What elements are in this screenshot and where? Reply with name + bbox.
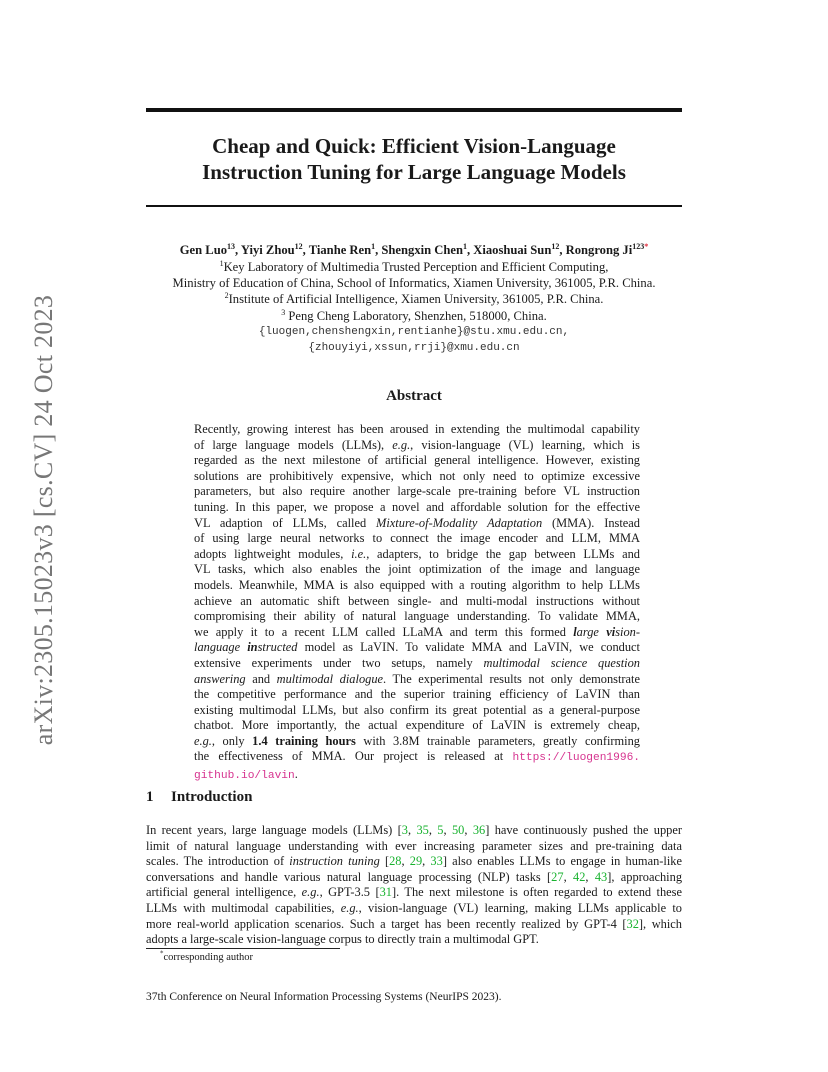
- body-line: [146, 917, 682, 933]
- body-line: [146, 901, 682, 917]
- text-run: l: [573, 624, 577, 639]
- footnote: [160, 949, 254, 963]
- abstract-line: [194, 516, 640, 532]
- author-affiliation-mark: 1: [371, 241, 376, 251]
- citation-link[interactable]: 33: [430, 854, 443, 869]
- body-line: limit of natural language understanding with ever increasing parameter sizes and pre-training data: [146, 838, 682, 853]
- citation-link[interactable]: 36: [472, 823, 486, 837]
- abstract-line: Recently, growing interest has been aroused in extending the multimodal capability: [194, 422, 640, 436]
- text-run: arge: [576, 624, 607, 639]
- body-line: scales. The introduction of instruction tuning [28, 29, 33] also enables LLMs to engage in human-like: [146, 854, 682, 869]
- text-run: ] have continuously pushed the upper: [485, 823, 683, 837]
- affiliation-line: [120, 291, 708, 307]
- author-affiliation-mark: 123: [632, 241, 645, 251]
- title-bottom-rule: [146, 205, 682, 207]
- introduction-body: [146, 823, 682, 948]
- abstract-line: achieve an automatic shift between single- and multi-modal instructions without: [194, 593, 640, 608]
- abstract-line: models. Meanwhile, MMA is also equipped with a routing algorithm to help LLMs: [194, 577, 640, 592]
- abstract-line: [194, 749, 640, 767]
- citation-link[interactable]: 5: [437, 823, 444, 837]
- text-run: i.e.: [351, 546, 367, 561]
- text-run: multimodal dialogue: [276, 671, 384, 686]
- affiliation-line: Ministry of Education of China, School of Informatics, Xiamen University, 361005, P.R. China.: [172, 276, 656, 291]
- affiliation-line: [120, 308, 708, 324]
- text-run: e.g.: [392, 437, 411, 452]
- text-run: , vision-language (VL) learning, which is: [410, 437, 640, 452]
- corresponding-author-mark: *: [644, 241, 649, 251]
- citation-link[interactable]: 28: [389, 854, 402, 869]
- arxiv-identifier: arXiv:2305.15023v3 [cs.CV] 24 Oct 2023: [29, 294, 58, 746]
- author-name: Gen Luo: [179, 243, 228, 257]
- abstract-line: [194, 672, 640, 688]
- text-run: , GPT-3.5 [: [319, 885, 380, 900]
- section-title: Introduction: [171, 789, 253, 805]
- affiliation-mark: 3: [281, 307, 286, 317]
- text-run: (MMA). Instead: [542, 515, 641, 530]
- citation-link[interactable]: 35: [416, 823, 429, 837]
- text-run: VL adaption of LLMs, called: [194, 515, 377, 530]
- text-run: ], approaching: [607, 869, 683, 884]
- footnote-text: corresponding author: [163, 952, 254, 963]
- text-run: , vision-language (VL) learning, making LLMs applicable to: [358, 900, 682, 915]
- citation-link[interactable]: 3: [401, 823, 408, 837]
- text-run: 1.4 training hours: [252, 733, 356, 748]
- author-list: Gen Luo$^{13}$, Yiyi Zhou$^{12}$, Tianhe Ren$^1$, Shengxin Chen$^1$, Xiaoshuai Sun$^{12}$, Rongrong $Ji^{123*}$: [179, 241, 649, 257]
- text-run: with 3.8M trainable parameters, greatly confirming: [355, 733, 641, 748]
- title-line-1: Cheap and Quick: Efficient Vision-Language: [212, 134, 616, 158]
- text-run: of large language models (LLMs),: [194, 437, 393, 452]
- affiliation-mark: 2: [224, 291, 229, 301]
- abstract-line: [194, 734, 640, 750]
- text-run: e.g.: [340, 900, 359, 915]
- text-run: multimodal science question: [483, 655, 640, 670]
- abstract-line: [194, 767, 640, 785]
- abstract-line: regarded as the next milestone of artificial general intelligence. However, existing: [194, 453, 640, 468]
- author-affiliation-mark: 12: [551, 241, 560, 251]
- text-run: conversations and handle various natural language processing (NLP) tasks [: [146, 869, 552, 884]
- abstract-line: compromising their ability of natural language understanding. To validate MMA,: [194, 609, 640, 624]
- affiliation-mark: 1: [219, 258, 224, 268]
- text-run: ] also enables LLMs to engage in human-like: [442, 854, 682, 869]
- author-affiliation-mark: 12: [294, 241, 303, 251]
- body-line: conversations and handle various natural language processing (NLP) tasks [27, 42, 43], approaching: [146, 869, 683, 884]
- text-run: we apply it to a recent LLM called LLaMA and term this formed: [194, 624, 574, 639]
- body-line: [146, 885, 682, 901]
- text-run: , only: [211, 733, 253, 748]
- section-heading: [146, 789, 252, 806]
- email-line: {luogen,chenshengxin,rentianhe}@stu.xmu.edu.cn,: [258, 325, 570, 338]
- text-run: scales. The introduction of: [146, 854, 290, 869]
- author-name: Xiaoshuai Sun: [473, 243, 552, 257]
- abstract-line: chatbot. More importantly, the actual expenditure of LaVIN is extremely cheap,: [194, 718, 640, 733]
- abstract-line: [194, 625, 640, 641]
- affiliation-text: Key Laboratory of Multimedia Trusted Perception and Efficient Computing,: [223, 260, 609, 274]
- text-run: ], which: [638, 916, 682, 931]
- abstract-line: solutions are prohibitively expensive, which not only need to optimize excessive: [194, 468, 640, 483]
- abstract-line: [194, 656, 640, 672]
- citation-link[interactable]: 43: [594, 869, 608, 884]
- abstract-line: existing multimodal LLMs, but also confirm its great potential as a general-purpose: [194, 702, 640, 717]
- text-run: . The experimental results not only demonstrate: [383, 671, 640, 686]
- affiliation-line: [120, 259, 708, 275]
- project-url-link[interactable]: github.io/lavin: [194, 770, 295, 783]
- author-name: Yiyi Zhou: [240, 243, 295, 257]
- abstract-line: [194, 640, 640, 656]
- title-line-2: Instruction Tuning for Large Language Models: [202, 160, 626, 184]
- text-run: e.g.: [194, 733, 212, 748]
- author-name: Shengxin Chen: [381, 243, 463, 257]
- project-url-link[interactable]: https://luogen1996.: [512, 752, 640, 765]
- text-run: [: [379, 854, 390, 869]
- author-name: Rongrong Ji: [565, 243, 633, 257]
- text-run: more real-world application scenarios. Such a target has been recently realized by GPT-4 [: [146, 916, 627, 931]
- abstract-line: tuning. In this paper, we propose a novel and affordable solution for the effective: [194, 499, 640, 514]
- footnote-rule: [146, 948, 340, 949]
- body-line: adopts a large-scale vision-language corpus to directly train a multimodal GPT.: [146, 932, 539, 947]
- citation-link[interactable]: 27: [551, 869, 564, 884]
- citation-link[interactable]: 42: [573, 869, 586, 884]
- author-name: Tianhe Ren: [308, 243, 372, 257]
- text-run: model as LaVIN. To validate MMA and LaVIN, we conduct: [297, 640, 640, 655]
- citation-link[interactable]: 31: [379, 885, 392, 900]
- text-run: LLMs with multimodal capabilities,: [146, 900, 341, 915]
- affiliations: [120, 259, 708, 356]
- abstract-line: VL tasks, which also enables the joint optimization of the image and language: [194, 562, 640, 577]
- abstract-line: the competitive performance and the superior training efficiency of LaVIN than: [194, 687, 640, 702]
- text-run: structed: [257, 640, 298, 655]
- text-run: and: [245, 671, 277, 686]
- abstract-line: parameters, but also require another large-scale pre-training before VL instruction: [194, 484, 640, 499]
- text-run: answering: [194, 671, 246, 686]
- abstract-body: [194, 422, 640, 785]
- text-run: language: [194, 640, 248, 655]
- text-run: e.g.: [301, 885, 320, 900]
- text-run: sion-: [615, 624, 640, 639]
- conference-note: 37th Conference on Neural Information Processing Systems (NeurIPS 2023).: [146, 991, 502, 1003]
- text-run: Mixture-of-Modality Adaptation: [376, 515, 543, 530]
- section-number: 1: [146, 789, 154, 805]
- paper-title: [146, 133, 682, 185]
- affiliation-text: Institute of Artificial Intelligence, Xiamen University, 361005, P.R. China.: [228, 292, 604, 307]
- citation-link[interactable]: 50: [451, 823, 465, 837]
- text-run: vi: [606, 624, 616, 639]
- text-run: , adapters, to bridge the gap between LLMs and: [366, 546, 640, 561]
- author-affiliation-mark: 1: [462, 241, 467, 251]
- affiliation-text: Peng Cheng Laboratory, Shenzhen, 518000, China.: [285, 308, 547, 323]
- text-run: the effectiveness of MMA. Our project is released at: [194, 749, 513, 764]
- citation-link[interactable]: 29: [409, 854, 423, 869]
- citation-link[interactable]: 32: [626, 916, 639, 931]
- title-top-rule: [146, 108, 682, 112]
- abstract-heading: Abstract: [386, 388, 442, 404]
- footnote-mark: *: [160, 949, 164, 958]
- text-run: ]. The next milestone is often regarded to extend these: [391, 885, 682, 900]
- author-affiliation-mark: 13: [227, 241, 236, 251]
- text-run: instruction tuning: [289, 854, 380, 869]
- text-run: In recent years, large language models (LLMs) [: [146, 823, 402, 837]
- abstract-line: [194, 547, 640, 563]
- text-run: in: [247, 640, 258, 655]
- text-run: extensive experiments under two setups, namely: [194, 655, 484, 670]
- text-run: adopts lightweight modules,: [194, 546, 352, 561]
- text-run: artificial general intelligence,: [146, 885, 302, 900]
- abstract-line: [194, 438, 640, 454]
- email-line: {zhouyiyi,xssun,rrji}@xmu.edu.cn: [308, 342, 520, 355]
- body-line: In recent years, large language models (LLMs) [3, 35, 5, 50, 36] have continuously pushed the upper: [146, 823, 683, 837]
- text-run: .: [294, 767, 298, 782]
- abstract-line: of using large neural networks to connect the image encoder and LLM, MMA: [194, 531, 640, 546]
